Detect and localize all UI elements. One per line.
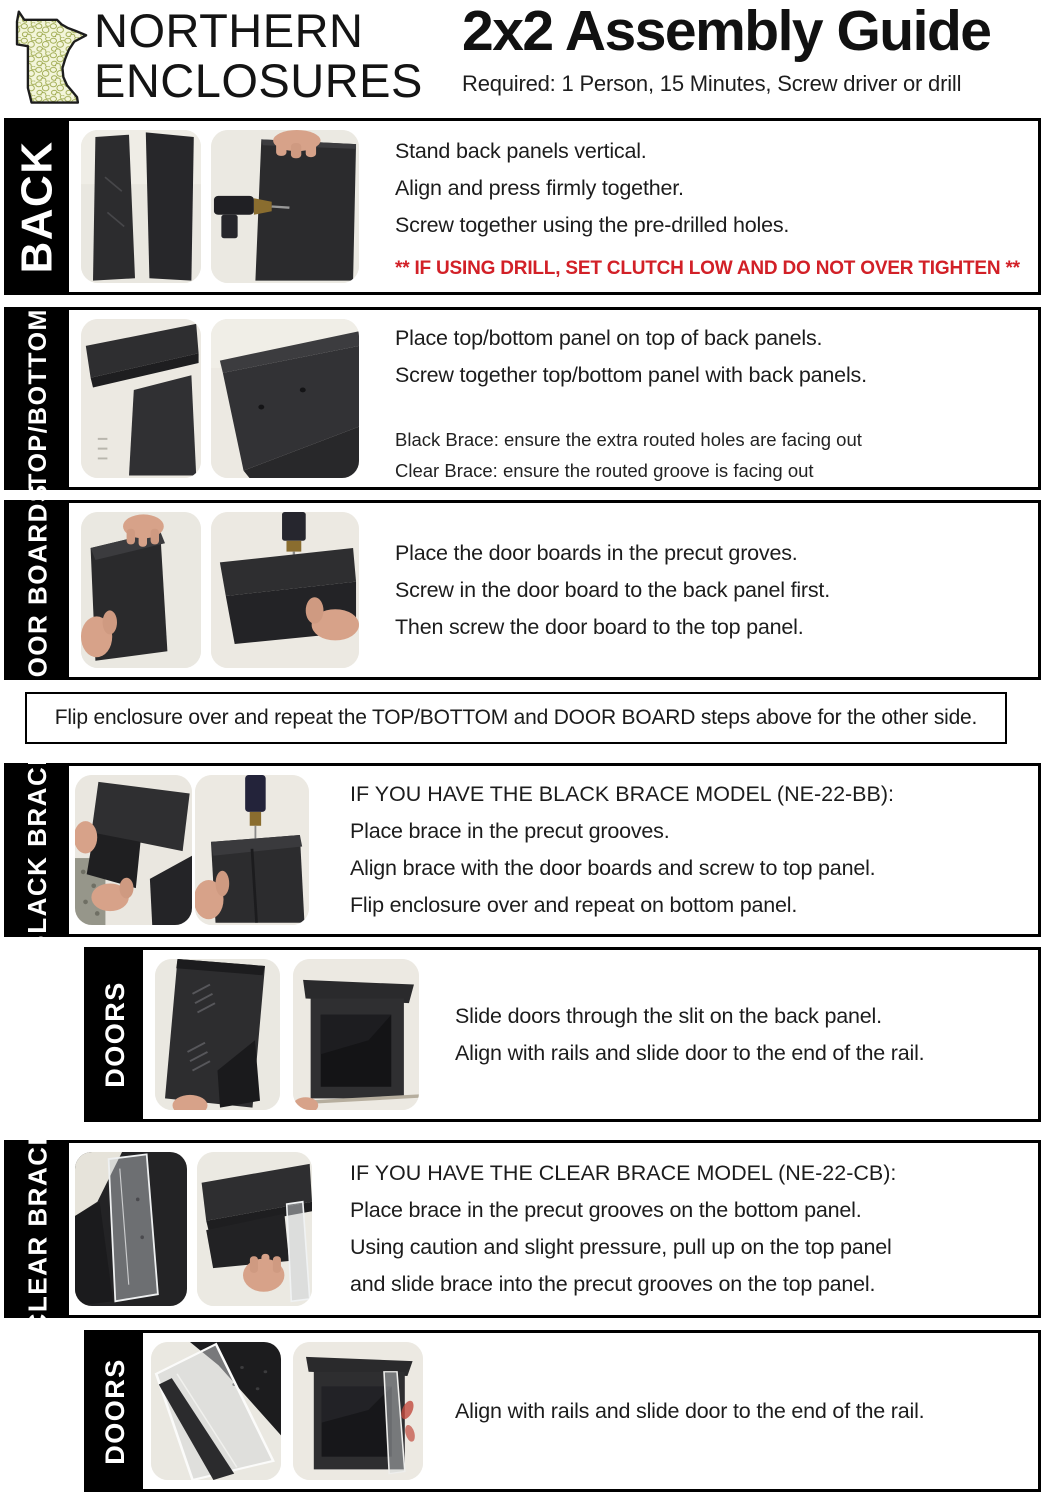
section-black-brace xyxy=(4,746,1041,954)
photo-black-brace-screw xyxy=(195,775,309,925)
title-block xyxy=(462,0,1040,97)
flip-note-text: Flip enclosure over and repeat the TOP/BOTTOM and DOOR BOARD steps above for the other side. xyxy=(54,706,978,729)
section-clear-brace-instructions xyxy=(350,1143,1028,1315)
instruction-line: Align with rails and slide door to the end of the rail. xyxy=(455,1398,925,1423)
section-door-boards-instructions xyxy=(395,503,1028,677)
section-top-bottom-label-bar xyxy=(7,310,69,487)
instruction-line: Align and press firmly together. xyxy=(395,176,684,200)
section-door-boards xyxy=(4,482,1041,698)
instruction-line: Align with rails and slide door to the end of the rail. xyxy=(455,1040,925,1065)
brand-line1: NORTHERN xyxy=(94,4,364,57)
photo-top-panel-placed xyxy=(211,319,359,478)
drill-warning: ** IF USING DRILL, SET CLUTCH LOW AND DO NOT OVER TIGHTEN ** xyxy=(395,258,1020,279)
section-doors-align-label: DOORS xyxy=(99,1357,130,1465)
section-top-bottom xyxy=(4,307,1041,490)
instruction-line: Slide doors through the slit on the back panel. xyxy=(455,1003,882,1028)
photo-clear-brace-insert xyxy=(75,1152,187,1306)
clear-brace-note: Clear Brace: ensure the routed groove is facing out xyxy=(395,460,814,481)
instruction-line: Place brace in the precut grooves on the bottom panel. xyxy=(350,1198,862,1222)
section-black-brace-label: BLACK BRACE xyxy=(22,746,53,954)
instruction-line: Place brace in the precut grooves. xyxy=(350,819,670,843)
instruction-line: and slide brace into the precut grooves on the top panel. xyxy=(350,1272,876,1296)
section-clear-brace-label-bar xyxy=(7,1126,69,1332)
section-doors-align-label-bar xyxy=(87,1333,143,1489)
brand-line2: ENCLOSURES xyxy=(94,54,423,107)
photo-door-board-insert xyxy=(81,512,201,668)
photo-door-board-screw xyxy=(211,512,359,668)
photo-door-installed xyxy=(293,1342,423,1480)
instruction-line: Screw in the door board to the back panel first. xyxy=(395,577,830,602)
photo-back-panels xyxy=(81,130,201,283)
header xyxy=(0,0,1045,118)
instruction-line: Flip enclosure over and repeat on bottom panel. xyxy=(350,893,798,917)
instruction-line: Then screw the door board to the top panel. xyxy=(395,614,804,639)
section-back-instructions xyxy=(395,121,1028,292)
section-top-bottom-label: TOP/BOTTOM xyxy=(23,308,52,489)
model-heading: IF YOU HAVE THE BLACK BRACE MODEL (NE-22-BB): xyxy=(350,782,894,806)
minnesota-state-logo-icon xyxy=(6,8,88,108)
section-doors-align xyxy=(84,1330,1041,1492)
section-doors-slide xyxy=(84,947,1041,1122)
photo-door-on-rails xyxy=(293,959,419,1110)
page-title: 2x2 Assembly Guide xyxy=(462,0,991,63)
instruction-line: Stand back panels vertical. xyxy=(395,139,647,163)
section-back-label: BACK xyxy=(13,139,63,274)
photo-door-slide-slit xyxy=(155,959,280,1110)
section-doors-label: DOORS xyxy=(99,981,130,1088)
page-subtitle: Required: 1 Person, 15 Minutes, Screw driver or drill xyxy=(462,71,962,96)
black-brace-note: Black Brace: ensure the extra routed holes are facing out xyxy=(395,429,862,450)
instruction-line: Screw together top/bottom panel with back panels. xyxy=(395,363,867,387)
section-back-label-bar xyxy=(7,121,69,292)
section-clear-brace xyxy=(4,1126,1041,1332)
photo-clear-brace-slide xyxy=(197,1152,312,1306)
section-clear-brace-label: CLEAR BRACE xyxy=(22,1126,53,1332)
section-black-brace-instructions xyxy=(350,766,1028,934)
section-doors-slide-instructions xyxy=(455,950,1028,1119)
section-door-boards-label-bar xyxy=(7,482,69,698)
instruction-line: Screw together using the pre-drilled holes. xyxy=(395,213,790,237)
photo-black-brace-insert xyxy=(75,775,192,925)
section-back xyxy=(4,118,1041,295)
instruction-line: Align brace with the door boards and screw to top panel. xyxy=(350,856,876,880)
photo-screw-back-panels xyxy=(211,130,359,283)
flip-note-box xyxy=(25,692,1007,744)
instruction-line: Place the door boards in the precut groves. xyxy=(395,540,798,565)
section-doors-align-instructions xyxy=(455,1333,1028,1489)
instruction-line: Using caution and slight pressure, pull up on the top panel xyxy=(350,1235,892,1259)
model-heading: IF YOU HAVE THE CLEAR BRACE MODEL (NE-22-CB): xyxy=(350,1161,897,1185)
section-door-boards-label: DOOR BOARDS xyxy=(22,482,53,698)
photo-door-align-rails xyxy=(151,1342,281,1480)
section-top-bottom-instructions xyxy=(395,310,1028,487)
brand-name xyxy=(94,6,423,106)
section-doors-label-bar xyxy=(87,950,143,1119)
instruction-line: Place top/bottom panel on top of back panels. xyxy=(395,326,823,350)
section-black-brace-label-bar xyxy=(7,746,69,954)
photo-top-panel-overhang xyxy=(81,319,201,478)
